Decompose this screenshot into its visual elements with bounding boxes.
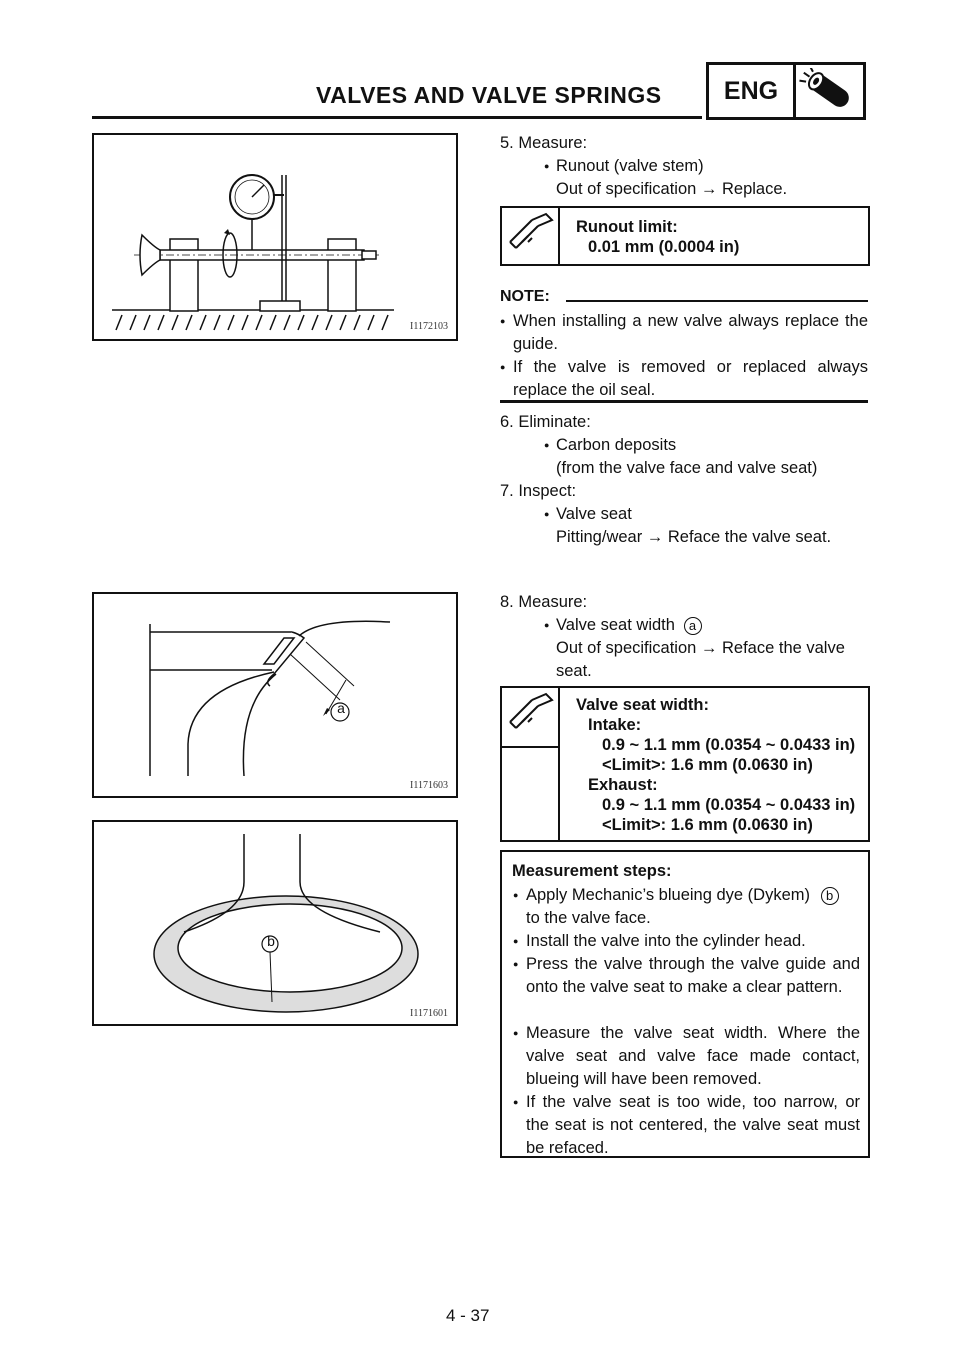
steps-item-1-cont: to the valve face. — [526, 909, 651, 927]
note-item-2: ● If the valve is removed or replaced always replace the oil seal. — [500, 358, 868, 399]
step8-bullet-text: Valve seat width — [556, 616, 675, 634]
steps-item-4-text: Measure the valve seat width. Where the valve seat and valve face made contact, blueing will have been removed. — [526, 1024, 860, 1088]
spec2-icon-divider — [558, 746, 560, 840]
section-badge — [706, 62, 866, 120]
figure-valve-blueing — [92, 820, 458, 1026]
figure-valve-seat-width — [92, 592, 458, 798]
steps-item-2-text: Install the valve into the cylinder head. — [526, 932, 806, 950]
steps-item-5: ● If the valve seat is too wide, too narrow, or the seat is not centered, the valve seat must be refaced. — [513, 1093, 860, 1157]
step6-heading: 6. Eliminate: — [500, 413, 591, 431]
spec-box-runout — [500, 206, 870, 266]
steps-item-3-text: Press the valve through the valve guide and onto the valve seat to make a clear pattern. — [526, 955, 860, 996]
figure-code: I1172103 — [410, 321, 448, 332]
spec2-title: Valve seat width: — [576, 696, 709, 714]
note-item-1-text: When installing a new valve always replace the guide. — [513, 312, 868, 353]
header-rule — [92, 116, 702, 119]
spec2-exhaust-limit: <Limit>: 1.6 mm (0.0630 in) — [602, 816, 813, 834]
note-label: NOTE: — [500, 288, 550, 305]
steps-callout-b: b — [821, 887, 839, 905]
figure-code: I1171603 — [410, 780, 448, 791]
steps-item-3: ● Press the valve through the valve guide and onto the valve seat to make a clear pattern. — [513, 955, 860, 996]
steps-item-2: ● Install the valve into the cylinder head. — [513, 932, 806, 950]
spec2-exhaust-label: Exhaust: — [588, 776, 658, 794]
section-badge-label: ENG — [709, 65, 796, 117]
caliper-icon — [502, 688, 560, 748]
page-header-title: VALVES AND VALVE SPRINGS — [316, 82, 662, 108]
steps-item-1-text: Apply Mechanic’s blueing dye (Dykem) — [526, 886, 810, 904]
valve-runout-diagram — [94, 135, 456, 339]
note-end-rule — [500, 400, 868, 403]
figure-code: I1171601 — [410, 1008, 448, 1019]
steps-item-5-text: If the valve seat is too wide, too narrow, or the seat is not centered, the valve seat must be refaced. — [526, 1093, 860, 1157]
step6-detail: (from the valve face and valve seat) — [556, 459, 818, 477]
valve-seat-width-diagram — [94, 594, 456, 796]
step5-action: Out of specification → Replace. — [556, 180, 788, 198]
step6-bullet: ● Carbon deposits — [556, 434, 676, 457]
step7-heading: 7. Inspect: — [500, 482, 577, 500]
steps-item-1: ● Apply Mechanic’s blueing dye (Dykem) b to the valve face. — [526, 884, 860, 930]
callout-a: a — [337, 700, 345, 716]
step5-heading: 5. Measure: — [500, 134, 588, 152]
spec1-title: Runout limit: — [576, 218, 678, 236]
step8-bullet — [556, 614, 702, 637]
page-number: 4 - 37 — [446, 1306, 490, 1325]
step8-action-line2: seat. — [556, 662, 592, 680]
figure-valve-runout — [92, 133, 458, 341]
step5-bullet: ● Runout (valve stem) — [556, 155, 704, 178]
step7-bullet: ● Valve seat — [556, 503, 632, 526]
spec-box-seat-width — [500, 686, 870, 842]
spec1-value: 0.01 mm (0.0004 in) — [588, 238, 740, 256]
steps-item-4: ● Measure the valve seat width. Where the valve seat and valve face made contact, blueing will have been removed. — [513, 1024, 860, 1088]
step8-heading: 8. Measure: — [500, 593, 588, 611]
callout-b: b — [267, 933, 275, 949]
steps-title: Measurement steps: — [512, 862, 672, 880]
spec2-intake-value: 0.9 ~ 1.1 mm (0.0354 ~ 0.0433 in) — [602, 736, 856, 754]
spec2-intake-label: Intake: — [588, 716, 642, 734]
valve-blueing-diagram — [94, 822, 456, 1024]
note-rule — [566, 300, 868, 302]
spring-coil-icon — [796, 65, 863, 117]
note-item-2-text: If the valve is removed or replaced always replace the oil seal. — [513, 358, 868, 399]
measurement-steps-box — [500, 850, 870, 1158]
step7-action: Pitting/wear → Reface the valve seat. — [556, 528, 832, 546]
note-item-1: ● When installing a new valve always replace the guide. — [500, 312, 868, 353]
spec2-intake-limit: <Limit>: 1.6 mm (0.0630 in) — [602, 756, 813, 774]
step8-action-line1: Out of specification → Reface the valve — [556, 639, 845, 657]
step8-callout-a: a — [684, 617, 702, 635]
spec2-exhaust-value: 0.9 ~ 1.1 mm (0.0354 ~ 0.0433 in) — [602, 796, 856, 814]
caliper-icon — [502, 208, 560, 264]
